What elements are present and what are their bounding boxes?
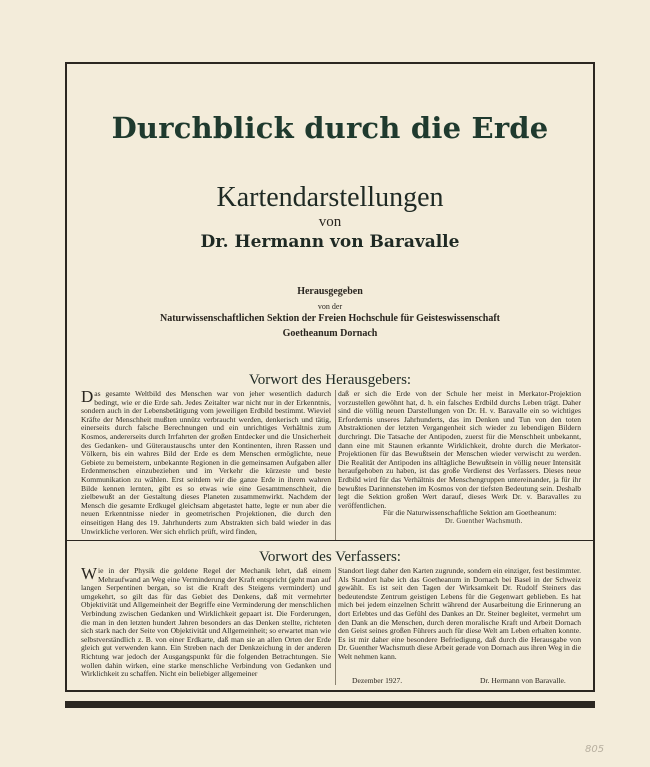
foreword-publisher-left-text: as gesamte Weltbild des Menschen war von jeher wesentlich dadurch bedingt, wie er die Erde sah. Jedes Zeitalter war nicht nur in der Erkenntnis, sondern auch in der Lebensbetätigung vom jeweiligen Erdbild bestimmt. Wieviel Kräfte der Menschheit mußten unnütz verbraucht werden, denkerisch und tätig, einerseits durch falsche Berechnungen und ein unrichtiges Verhältnis zum Kosmos, andererseits durch Irrfahrten der großen Entdecker und die Unsicherheit des Gedanken- und Güteraustauschs unter den Kontinenten, ihren Rassen und Völkern, bis ein wahres Bild der Erde es dem Menschen ermöglichte, neue Gebiete zu bemeistern, unbekannte Regionen in die gemeinsamen Aufgaben aller Erdenmenschen einzubeziehen und im Verkehr die kürzeste und beste Kommunikation zu wählen. Erst seitdem wir die ganze Erde in ihrem wahren Bilde kennen lernten, gibt es so etwas wie eine Gesamtmenschheit, die zielbewußt an der Gestaltung dieses Planeten zusammenwirkt. Nachdem der Mensch die gesamte Erdkugel gleichsam abgetastet hatte, legte er nun aber die neuen Erkenntnisse nieder in geometrischen Projektionen, die durch den einseitigen Hang des 19. Jahrhunderts zum Abstrakten sich bald wieder in das Unwirkliche verloren. Wer sich ehrlich prüft, wird finden, [81,389,331,536]
foreword-author-right-column [338,567,581,662]
bottom-rule [65,701,595,708]
foreword-publisher-left-column [81,387,331,536]
publisher-line-3: Naturwissenschaftlichen Sektion der Freien Hochschule für Geisteswissenschaft [160,313,500,324]
foreword-author-right-text: Standort liegt daher den Karten zugrunde, sondern ein einziger, fest bestimmter. Als Standort habe ich das Goetheanum in Dornach bei Basel in der Schweiz gewählt. Es ist seit den Tagen der Wirksamkeit Dr. Rudolf Steiners das bedeutendste Zentrum geistigen Lebens für die Gegenwart geblieben. Es hat mich bei jedem einzelnen Schritt während der Ausarbeitung die Erinnerung an dort Erlebtes und das Gefühl des Dankes an Dr. Steiner begleitet, vermehrt um den Dank an die Menschen, durch deren moralische Kraft und Arbeit Dornach den Geist seines großen Führers auch für diese Welt am Leben erhalten konnte. Es ist mir daher eine besondere Befriedigung, daß durch die Herausgabe von Dr. Guenther Wachsmuth diese Arbeit gerade von Dornach aus ihren Weg in die Welt nehmen kann. [338,566,581,661]
foreword-author-left-column [81,564,331,679]
section-separator [65,540,595,541]
foreword-publisher-heading: Vorwort des Herausgebers: [248,372,412,388]
foreword-publisher-right-column [338,390,581,510]
von-label: von [318,214,342,230]
author-date: Dezember 1927. [352,676,403,685]
subtitle: Kartendarstellungen [216,182,444,213]
author-name: Dr. Hermann von Baravalle [200,232,460,252]
column-divider [335,390,336,540]
publisher-line-1: Herausgegeben [297,286,363,297]
publisher-line-2: von der [317,302,343,311]
main-title: Durchblick durch die Erde [111,111,549,145]
dropcap: D [81,387,94,406]
publisher-line-4: Goetheanum Dornach [282,328,378,339]
pencil-note: 805 [585,744,605,755]
dropcap: W [81,564,98,583]
foreword-publisher-right-text: daß er sich die Erde von der Schule her meist in Merkator-Projektion vorzustellen gewöhnt hat, d. h. ein falsches Erdbild durchs Leben trägt. Daher sind die völlig neuen Darstellungen von Dr. H. v. Baravalle ein so wichtiges Erfordernis unseres Jahrhunderts, das im Denken und Tun von den toten Abstraktionen der letzten Vergangenheit sich wieder zu lebendigen Bildern durchringt. Die Tatsache der Antipoden, zuerst für die Menschheit unbekannt, dann eine mit Staunen erkannte Wirklichkeit, drohte durch die Merkator-Projektionen für das Bewußtsein der Menschen wieder verwischt zu werden. Die Realität der Antipoden ins alltägliche Bewußtsein in völlig neuer Intensität heraufgehoben zu haben, ist das große Verdienst des Verfassers. Dieses neue Erdbild wird für das Verhältnis der Menschengruppen untereinander, ja für ihr bewußtes Darinnenstehen im Kosmos von der tiefsten Bedeutung sein. Deshalb legt die Sektion großen Wert darauf, dieses Werk Dr. v. Baravalles zu veröffentlichen. [338,389,581,510]
foreword-author-left-text: ie in der Physik die goldene Regel der Mechanik lehrt, daß einem Mehraufwand an Weg eine Verminderung der Kraft entspricht (geht man auf langen Serpentinen bergan, so ist die Kraft des Steigens vermindert) und umgekehrt, so gilt das für das Gebiet des Denkens, daß mit vermehrter Objektivität und Allgemeinheit der Begriffe eine Verminderung der menschlichen Verbindung zwischen Gedanken und Wirklichkeit gepaart ist. Die Forderungen, die man in den letzten hundert Jahren besonders an das Denken stellte, richteten sich stark nach der Seite von Objektivität und Allgemeinheit; so erwartet man wie selbstverständlich z. B. von einer Erdkarte, daß man sie an allen Orten der Erde gleich gut verwenden kann. Ein Streben nach der Denkzeichung in der anderen Richtung war jedoch der Ausgangspunkt für die folgenden Betrachtungen. Sie wollen dahin wirken, eine starke menschliche Verbindung von Gedanken und Wirklichkeit zu schaffen. Nicht ein beliebiger allgemeiner [81,566,331,679]
publisher-signature-name: Dr. Guenther Wachsmuth. [445,518,523,525]
publisher-signature-line: Für die Naturwissenschaftliche Sektion am Goetheanum: [383,508,557,517]
column-divider [335,567,336,685]
foreword-author-heading: Vorwort des Verfassers: [259,549,401,565]
author-signature: Dr. Hermann von Baravalle. [480,676,566,685]
